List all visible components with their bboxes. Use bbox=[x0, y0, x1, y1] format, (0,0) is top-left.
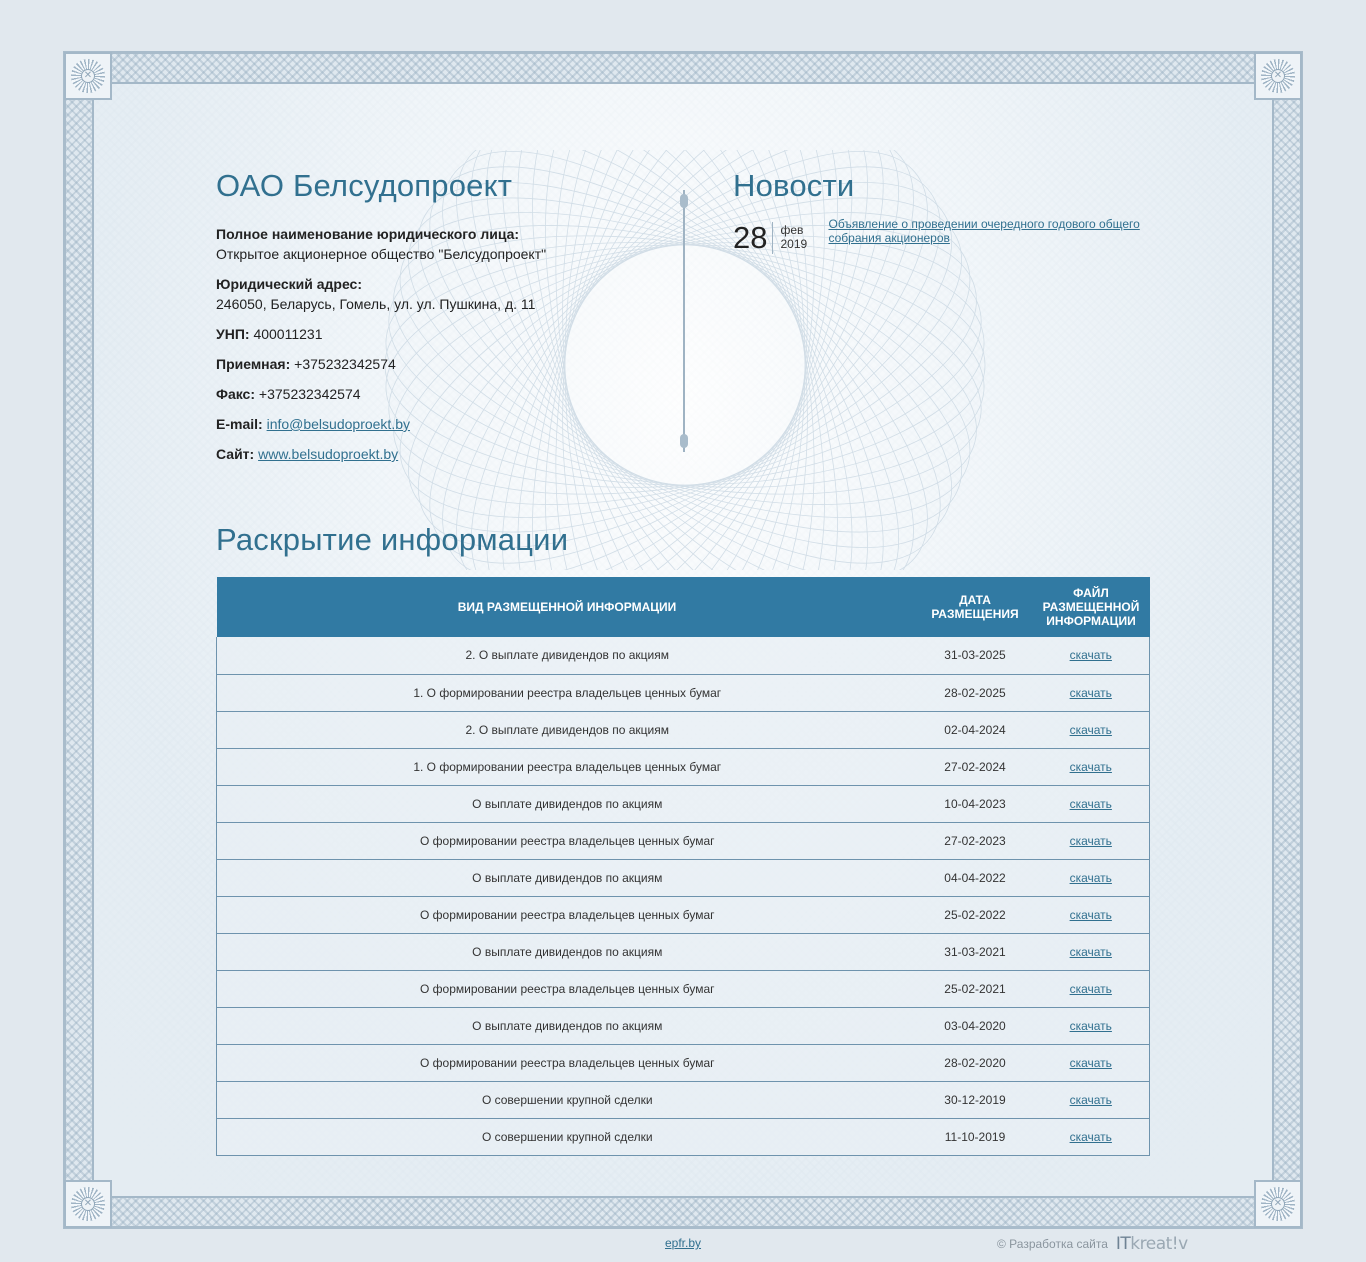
cell-type: О выплате дивидендов по акциям bbox=[217, 1007, 918, 1044]
news-item bbox=[733, 217, 1153, 255]
footer-developer bbox=[997, 1234, 1188, 1254]
address-value: 246050, Беларусь, Гомель, ул. ул. Пушкина, д. 11 bbox=[216, 296, 536, 312]
cell-date: 31-03-2021 bbox=[918, 933, 1033, 970]
cell-type: О формировании реестра владельцев ценных бумаг bbox=[217, 1044, 918, 1081]
fax-value: +375232342574 bbox=[258, 386, 361, 402]
news-section bbox=[733, 168, 1153, 254]
header-date: ДАТА РАЗМЕЩЕНИЯ bbox=[918, 577, 1033, 637]
cell-type: О выплате дивидендов по акциям bbox=[217, 785, 918, 822]
table-row bbox=[217, 785, 1150, 822]
table-row bbox=[217, 822, 1150, 859]
cell-date: 11-10-2019 bbox=[918, 1118, 1033, 1155]
corner-rosette-icon: ✕ bbox=[1254, 52, 1302, 100]
developer-logo[interactable] bbox=[1116, 1234, 1188, 1254]
download-link[interactable]: скачать bbox=[1069, 944, 1112, 959]
table-row bbox=[217, 1044, 1150, 1081]
company-info bbox=[216, 168, 676, 474]
table-row bbox=[217, 748, 1150, 785]
cell-type: О формировании реестра владельцев ценных бумаг bbox=[217, 970, 918, 1007]
download-link[interactable]: скачать bbox=[1069, 685, 1112, 700]
cell-file bbox=[1033, 896, 1150, 933]
site-link[interactable]: www.belsudoproekt.by bbox=[258, 446, 399, 462]
table-row bbox=[217, 859, 1150, 896]
cell-file bbox=[1033, 785, 1150, 822]
site-label: Сайт: bbox=[216, 446, 255, 462]
cell-type: 2. О выплате дивидендов по акциям bbox=[217, 711, 918, 748]
download-link[interactable]: скачать bbox=[1069, 1055, 1112, 1070]
cell-date: 27-02-2024 bbox=[918, 748, 1033, 785]
cell-type: 1. О формировании реестра владельцев ценных бумаг bbox=[217, 674, 918, 711]
cell-file bbox=[1033, 637, 1150, 674]
cell-date: 02-04-2024 bbox=[918, 711, 1033, 748]
table-row bbox=[217, 1118, 1150, 1155]
cell-file bbox=[1033, 711, 1150, 748]
download-link[interactable]: скачать bbox=[1069, 1092, 1112, 1107]
cell-file bbox=[1033, 674, 1150, 711]
cell-date: 03-04-2020 bbox=[918, 1007, 1033, 1044]
email-label: E-mail: bbox=[216, 416, 263, 432]
table-row bbox=[217, 933, 1150, 970]
email-row bbox=[216, 414, 676, 434]
table-row bbox=[217, 1081, 1150, 1118]
download-link[interactable]: скачать bbox=[1069, 759, 1112, 774]
news-link[interactable]: Объявление о проведении очередного годового общего собрания акционеров bbox=[828, 217, 1140, 245]
cell-file bbox=[1033, 822, 1150, 859]
table-row bbox=[217, 711, 1150, 748]
table-header-row bbox=[217, 577, 1150, 637]
cell-file bbox=[1033, 1044, 1150, 1081]
header-type: ВИД РАЗМЕЩЕННОЙ ИНФОРМАЦИИ bbox=[217, 577, 918, 637]
download-link[interactable]: скачать bbox=[1069, 1129, 1112, 1144]
reception-row bbox=[216, 354, 676, 374]
unp-value: 400011231 bbox=[253, 326, 323, 342]
reception-value: +375232342574 bbox=[294, 356, 396, 372]
news-title: Новости bbox=[733, 168, 855, 203]
table-row bbox=[217, 637, 1150, 674]
corner-rosette-icon: ✕ bbox=[64, 52, 112, 100]
developer-text: © Разработка сайта bbox=[997, 1237, 1108, 1251]
download-link[interactable]: скачать bbox=[1069, 648, 1112, 663]
cell-type: О формировании реестра владельцев ценных бумаг bbox=[217, 896, 918, 933]
disclosure-table bbox=[216, 577, 1150, 1156]
cell-type: 1. О формировании реестра владельцев ценных бумаг bbox=[217, 748, 918, 785]
cell-file bbox=[1033, 748, 1150, 785]
cell-file bbox=[1033, 933, 1150, 970]
fax-label: Факс: bbox=[216, 386, 256, 402]
address-row bbox=[216, 274, 676, 314]
address-label: Юридический адрес: bbox=[216, 276, 362, 292]
full-name-value: Открытое акционерное общество "Белсудопроект" bbox=[216, 246, 547, 262]
download-link[interactable]: скачать bbox=[1069, 981, 1112, 996]
header-file: ФАЙЛ РАЗМЕЩЕННОЙ ИНФОРМАЦИИ bbox=[1033, 577, 1150, 637]
cell-type: О совершении крупной сделки bbox=[217, 1118, 918, 1155]
email-link[interactable]: info@belsudoproekt.by bbox=[266, 416, 410, 432]
news-day: 28 bbox=[733, 222, 773, 254]
fax-row bbox=[216, 384, 676, 404]
cell-type: О формировании реестра владельцев ценных бумаг bbox=[217, 822, 918, 859]
news-year: 2019 bbox=[780, 237, 808, 251]
download-link[interactable]: скачать bbox=[1069, 870, 1112, 885]
news-date bbox=[780, 223, 822, 251]
site-row bbox=[216, 444, 676, 464]
download-link[interactable]: скачать bbox=[1069, 1018, 1112, 1033]
disclosure-title: Раскрытие информации bbox=[216, 522, 569, 557]
cell-file bbox=[1033, 970, 1150, 1007]
cell-date: 28-02-2020 bbox=[918, 1044, 1033, 1081]
download-link[interactable]: скачать bbox=[1069, 907, 1112, 922]
section-divider bbox=[683, 190, 685, 452]
cell-date: 04-04-2022 bbox=[918, 859, 1033, 896]
full-name-label: Полное наименование юридического лица: bbox=[216, 226, 520, 242]
cell-file bbox=[1033, 1118, 1150, 1155]
cell-date: 10-04-2023 bbox=[918, 785, 1033, 822]
cell-date: 25-02-2021 bbox=[918, 970, 1033, 1007]
unp-label: УНП: bbox=[216, 326, 250, 342]
table-row bbox=[217, 896, 1150, 933]
download-link[interactable]: скачать bbox=[1069, 722, 1112, 737]
cell-date: 27-02-2023 bbox=[918, 822, 1033, 859]
full-name-row bbox=[216, 224, 676, 264]
cell-type: О выплате дивидендов по акциям bbox=[217, 859, 918, 896]
download-link[interactable]: скачать bbox=[1069, 833, 1112, 848]
logo-it: IT bbox=[1115, 1234, 1131, 1254]
corner-rosette-icon: ✕ bbox=[1254, 1180, 1302, 1228]
cell-file bbox=[1033, 1007, 1150, 1044]
cell-date: 25-02-2022 bbox=[918, 896, 1033, 933]
table-row bbox=[217, 674, 1150, 711]
cell-date: 31-03-2025 bbox=[918, 637, 1033, 674]
news-month: фев bbox=[780, 223, 804, 237]
table-row bbox=[217, 1007, 1150, 1044]
logo-rest: kreat!v bbox=[1130, 1234, 1188, 1254]
cell-file bbox=[1033, 859, 1150, 896]
table-row bbox=[217, 970, 1150, 1007]
reception-label: Приемная: bbox=[216, 356, 291, 372]
cell-type: О совершении крупной сделки bbox=[217, 1081, 918, 1118]
cell-date: 30-12-2019 bbox=[918, 1081, 1033, 1118]
footer-site-link[interactable]: epfr.by bbox=[665, 1236, 702, 1250]
cell-date: 28-02-2025 bbox=[918, 674, 1033, 711]
download-link[interactable]: скачать bbox=[1069, 796, 1112, 811]
cell-type: О выплате дивидендов по акциям bbox=[217, 933, 918, 970]
cell-type: 2. О выплате дивидендов по акциям bbox=[217, 637, 918, 674]
cell-file bbox=[1033, 1081, 1150, 1118]
corner-rosette-icon: ✕ bbox=[64, 1180, 112, 1228]
unp-row bbox=[216, 324, 676, 344]
company-title: ОАО Белсудопроект bbox=[216, 168, 513, 203]
